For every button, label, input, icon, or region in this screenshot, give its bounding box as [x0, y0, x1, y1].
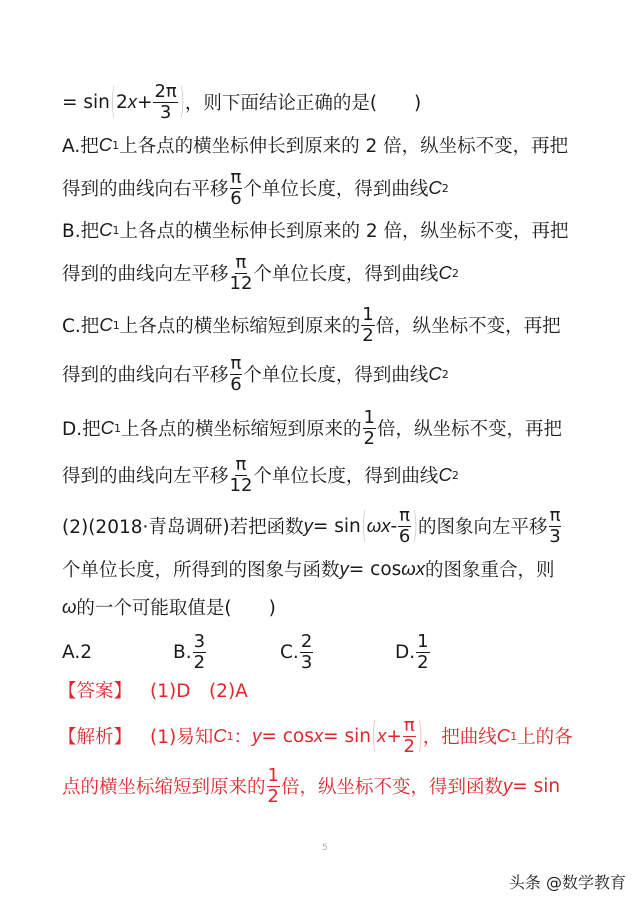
- choice-label: D.: [395, 641, 416, 663]
- text: (2)(2018·青岛调研)若把函数: [62, 517, 304, 538]
- option-label: D.把: [62, 419, 101, 440]
- choice-c: [280, 630, 395, 673]
- fraction: [267, 764, 280, 807]
- fraction: [230, 166, 243, 209]
- subscript: 2: [451, 468, 459, 482]
- numerator: 3: [193, 630, 206, 652]
- answer-text: (1)D (2)A: [150, 681, 248, 702]
- q2-line1: [62, 506, 562, 546]
- numerator: 1: [363, 406, 375, 428]
- text: 上各点的横坐标缩短到原来的: [119, 316, 361, 337]
- text: = sin: [512, 775, 561, 797]
- subscript: 2: [441, 181, 449, 195]
- var: ω: [62, 596, 77, 617]
- var: C: [496, 725, 511, 746]
- text: 的一个可能取值是( ): [76, 598, 276, 619]
- var: C: [438, 464, 452, 485]
- text: 个单位长度，所得到的图象与函数: [62, 560, 340, 581]
- denominator: 3: [159, 101, 172, 123]
- option-c-line1: [62, 305, 561, 345]
- var: C: [428, 363, 442, 384]
- subscript: 1: [226, 729, 234, 743]
- numerator: 1: [267, 764, 279, 786]
- paren: (: [110, 81, 116, 122]
- subscript: 1: [112, 138, 120, 152]
- fraction: [300, 630, 313, 673]
- numerator: π: [549, 504, 561, 526]
- text: +: [386, 725, 402, 747]
- choice-d: [395, 630, 431, 673]
- option-a-line1: [62, 125, 568, 165]
- answer-tag: 【答案】: [58, 681, 133, 702]
- text: 的图象重合，则: [424, 560, 555, 581]
- numerator: π: [403, 714, 415, 736]
- choice-a: [62, 642, 173, 663]
- fraction: [153, 80, 177, 123]
- numerator: π: [235, 251, 247, 273]
- choice-label: C.: [280, 641, 299, 663]
- var: C: [428, 177, 442, 198]
- text: 得到的曲线向左平移: [62, 466, 229, 487]
- denominator: 3: [300, 651, 313, 673]
- option-label: C.把: [62, 316, 100, 337]
- text: 个单位长度，得到曲线: [253, 466, 439, 487]
- q2-line3: [62, 587, 276, 627]
- text: -: [390, 515, 398, 537]
- numerator: 1: [417, 630, 429, 652]
- fraction: [403, 714, 416, 757]
- numerator: π: [230, 352, 242, 374]
- q2-line2: [62, 549, 554, 589]
- numerator: π: [235, 453, 247, 475]
- subscript: 1: [112, 223, 120, 237]
- var: C: [99, 219, 113, 240]
- choice-label: A.: [62, 641, 81, 663]
- text: 个单位长度，得到曲线: [253, 264, 439, 285]
- denominator: 12: [229, 474, 253, 496]
- fraction: [193, 630, 206, 673]
- page-number: 5: [322, 843, 328, 853]
- analysis-line1: [58, 716, 573, 756]
- analysis-tag: 【解析】: [58, 727, 133, 748]
- choice-b: [173, 630, 280, 673]
- fraction: [229, 453, 253, 496]
- text: ：: [233, 727, 253, 748]
- subscript: 1: [510, 729, 518, 743]
- text: 上各点的横坐标伸长到原来的 2 倍，纵坐标不变，再把: [119, 221, 569, 242]
- var: x: [127, 91, 137, 112]
- q1-stem: [62, 82, 421, 122]
- paren: (: [361, 505, 367, 546]
- analysis-line2: [62, 766, 560, 806]
- fraction: [416, 630, 429, 673]
- text: (1)易知: [150, 727, 214, 748]
- text: = sin: [312, 515, 361, 537]
- denominator: 2: [267, 785, 279, 807]
- watermark: 头条 @数学教育: [508, 873, 626, 892]
- denominator: 6: [398, 525, 411, 547]
- subscript: 1: [112, 318, 120, 332]
- option-a-line2: [62, 168, 449, 208]
- var: y: [339, 558, 349, 579]
- text: 倍，纵坐标不变，再把: [376, 419, 562, 440]
- text: 2: [115, 91, 128, 113]
- option-d-line1: [62, 408, 562, 448]
- answer-line: [58, 670, 248, 710]
- choice-value: 2: [80, 641, 92, 663]
- var: y: [303, 515, 313, 536]
- text: 上各点的横坐标缩短到原来的: [121, 419, 362, 440]
- text: 倍，纵坐标不变，再把: [375, 316, 561, 337]
- denominator: 6: [230, 373, 242, 395]
- paren: ): [417, 715, 423, 756]
- subscript: 2: [451, 266, 459, 280]
- option-c-line2: [62, 354, 449, 394]
- denominator: 3: [549, 525, 561, 547]
- var: C: [100, 417, 115, 438]
- subscript: 2: [441, 367, 449, 381]
- paren: ): [412, 505, 418, 546]
- denominator: 2: [417, 651, 429, 673]
- denominator: 2: [193, 651, 206, 673]
- numerator: 2π: [154, 80, 177, 102]
- denominator: 2: [403, 735, 415, 757]
- text: 上的各: [517, 727, 573, 748]
- option-label: A.把: [62, 136, 99, 157]
- paren: (: [371, 715, 377, 756]
- fraction: [361, 303, 374, 346]
- text: = cos: [261, 725, 314, 747]
- text: 得到的曲线向左平移: [62, 264, 229, 285]
- option-label: B.把: [62, 221, 100, 242]
- var: y: [252, 725, 262, 746]
- denominator: 6: [230, 187, 242, 209]
- fraction: [549, 504, 562, 547]
- text: 得到的曲线向右平移: [62, 179, 229, 200]
- text: 得到的曲线向右平移: [62, 365, 229, 386]
- text: 倍，纵坐标不变，得到函数: [280, 777, 503, 798]
- option-d-line2: [62, 455, 459, 495]
- fraction: [230, 352, 243, 395]
- var: ωx: [366, 515, 391, 536]
- numerator: 2: [300, 630, 313, 652]
- text: ，把曲线: [422, 727, 497, 748]
- subscript: 1: [114, 421, 122, 435]
- numerator: π: [399, 504, 410, 526]
- denominator: 2: [363, 427, 375, 449]
- q2-choices: [62, 632, 431, 672]
- var: C: [438, 262, 452, 283]
- fraction: [363, 406, 376, 449]
- text: 个单位长度，得到曲线: [243, 179, 429, 200]
- text: ，则下面结论正确的是( ): [184, 93, 422, 114]
- denominator: 2: [362, 324, 374, 346]
- fraction: [229, 251, 253, 294]
- text: 上各点的横坐标伸长到原来的 2 倍，纵坐标不变，再把: [119, 136, 569, 157]
- text: +: [136, 91, 153, 113]
- var: x: [313, 725, 324, 746]
- text: 个单位长度，得到曲线: [243, 365, 429, 386]
- option-b-line2: [62, 253, 459, 293]
- var: ωx: [401, 558, 425, 579]
- numerator: π: [230, 166, 242, 188]
- option-b-line1: [62, 210, 569, 250]
- var: x: [377, 725, 387, 746]
- fraction: [398, 504, 411, 547]
- var: C: [213, 725, 227, 746]
- var: y: [502, 775, 513, 796]
- numerator: 1: [362, 303, 374, 325]
- var: C: [99, 314, 113, 335]
- var: C: [98, 134, 113, 155]
- denominator: 12: [229, 272, 253, 294]
- text: = cos: [348, 558, 402, 580]
- text: = sin: [323, 725, 372, 747]
- text: = sin: [62, 91, 110, 113]
- choice-label: B.: [173, 641, 192, 663]
- text: 的图象向左平移: [418, 517, 548, 538]
- text: 点的横坐标缩短到原来的: [62, 777, 266, 798]
- paren: ): [179, 81, 185, 122]
